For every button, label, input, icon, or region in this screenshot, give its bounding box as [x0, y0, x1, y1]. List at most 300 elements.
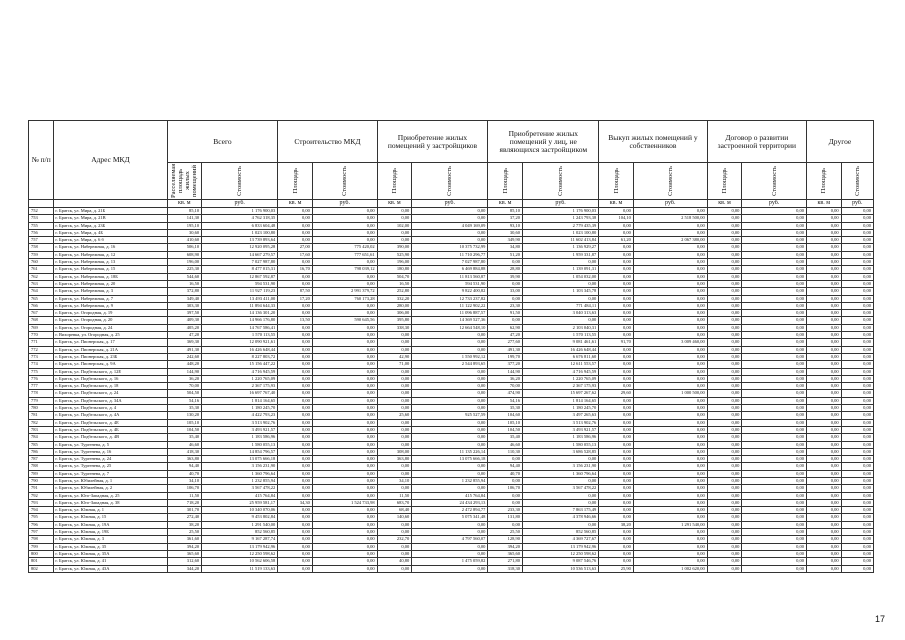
- cost-cell: 0,00: [742, 426, 807, 433]
- row-address: г. Братск, ул. Мира, д. 6 б: [54, 237, 167, 244]
- cost-cell: 11 813 560,87: [412, 273, 488, 280]
- cost-cell: 7 027 987,80: [412, 259, 488, 266]
- table-row: [29, 477, 874, 484]
- area-cell: 0,00: [278, 397, 313, 404]
- area-cell: 0,00: [377, 441, 412, 448]
- area-cell: 17,20: [278, 295, 313, 302]
- table-row: [29, 521, 874, 528]
- area-cell: 0,00: [806, 339, 841, 346]
- area-cell: 0,00: [278, 470, 313, 477]
- area-cell: 0,00: [278, 507, 313, 514]
- row-number: 774: [29, 361, 54, 368]
- area-cell: 448,20: [167, 361, 202, 368]
- cost-cell: 0,00: [841, 368, 873, 375]
- area-cell: 0,00: [707, 310, 742, 317]
- area-cell: 13,50: [278, 317, 313, 324]
- area-cell: 0,00: [806, 492, 841, 499]
- row-number: 791: [29, 485, 54, 492]
- cost-cell: 13 739 893,64: [202, 237, 278, 244]
- cost-cell: 12 250 598,62: [202, 550, 278, 557]
- area-cell: 0,00: [278, 485, 313, 492]
- row-address: г. Братск, ул. Южная, д. 41: [54, 558, 167, 565]
- row-address: г. Братск, ул. Подбельского, д. 4А: [54, 412, 167, 419]
- cost-cell: 3 513 902,76: [202, 419, 278, 426]
- cost-cell: 594 531,90: [202, 280, 278, 287]
- cost-cell: 16 697 767,40: [202, 390, 278, 397]
- area-cell: 39,90: [488, 273, 523, 280]
- row-number: 771: [29, 339, 54, 346]
- area-cell: 344,20: [167, 565, 202, 572]
- cost-cell: 0,00: [742, 463, 807, 470]
- area-cell: 491,30: [488, 346, 523, 353]
- area-cell: 306,00: [377, 310, 412, 317]
- cost-cell: 0,00: [633, 448, 707, 455]
- area-cell: 0,00: [707, 558, 742, 565]
- table-row: [29, 332, 874, 339]
- cost-cell: 0,00: [412, 463, 488, 470]
- area-cell: 0,00: [599, 251, 634, 258]
- area-cell: 0,00: [806, 419, 841, 426]
- area-cell: 104,50: [488, 426, 523, 433]
- row-number: 790: [29, 477, 54, 484]
- area-cell: 0,00: [806, 390, 841, 397]
- cost-cell: 0,00: [312, 485, 377, 492]
- cost-cell: 0,00: [633, 375, 707, 382]
- cost-cell: 0,00: [841, 397, 873, 404]
- area-cell: 70,00: [167, 383, 202, 390]
- cost-cell: 1 023 100,80: [523, 229, 599, 236]
- row-number: 793: [29, 499, 54, 506]
- area-cell: 0,00: [707, 550, 742, 557]
- cost-cell: 12 920 095,28: [202, 244, 278, 251]
- cost-cell: 0,00: [312, 507, 377, 514]
- row-number: 761: [29, 266, 54, 273]
- area-cell: 0,00: [278, 259, 313, 266]
- area-cell: 0,00: [599, 463, 634, 470]
- cost-cell: 0,00: [412, 550, 488, 557]
- area-cell: 94,40: [167, 463, 202, 470]
- cost-cell: 0,00: [633, 368, 707, 375]
- area-cell: 30,60: [167, 229, 202, 236]
- area-cell: 0,00: [707, 317, 742, 324]
- cost-cell: 0,00: [633, 456, 707, 463]
- row-number: 767: [29, 310, 54, 317]
- table-row: [29, 383, 874, 390]
- row-number: 768: [29, 317, 54, 324]
- area-cell: 105,10: [488, 419, 523, 426]
- cost-cell: 0,00: [841, 412, 873, 419]
- area-cell: 0,00: [377, 332, 412, 339]
- cost-cell: 2 367 175,93: [202, 383, 278, 390]
- cost-cell: 14 767 586,41: [202, 324, 278, 331]
- cost-cell: 3 009 460,00: [633, 339, 707, 346]
- area-cell: 68,40: [377, 507, 412, 514]
- area-cell: 51,20: [488, 251, 523, 258]
- cost-cell: 0,00: [742, 536, 807, 543]
- cost-cell: 0,00: [742, 361, 807, 368]
- area-cell: 0,00: [707, 324, 742, 331]
- cost-cell: 0,00: [742, 434, 807, 441]
- area-cell: 0,00: [599, 550, 634, 557]
- table-row: [29, 390, 874, 397]
- cost-cell: 16 426 648,44: [523, 346, 599, 353]
- cost-cell: 0,00: [841, 237, 873, 244]
- cost-cell: 0,00: [742, 288, 807, 295]
- cost-cell: 0,00: [841, 383, 873, 390]
- cost-cell: 0,00: [312, 470, 377, 477]
- cost-cell: 0,00: [841, 244, 873, 251]
- row-number: 772: [29, 346, 54, 353]
- cost-cell: 0,00: [742, 324, 807, 331]
- area-cell: 0,00: [707, 434, 742, 441]
- area-cell: 0,00: [806, 477, 841, 484]
- area-cell: 0,00: [806, 550, 841, 557]
- area-cell: 318,30: [488, 565, 523, 572]
- cost-cell: 6 469 884,88: [412, 266, 488, 273]
- area-cell: 16,50: [167, 280, 202, 287]
- cost-cell: 0,00: [633, 507, 707, 514]
- area-cell: 0,00: [806, 412, 841, 419]
- area-cell: 363,80: [377, 456, 412, 463]
- cost-cell: 1 475 059,82: [412, 558, 488, 565]
- cost-cell: 594 531,90: [412, 280, 488, 287]
- area-cell: 0,00: [707, 536, 742, 543]
- area-cell: 34,10: [377, 477, 412, 484]
- cost-cell: 0,00: [633, 383, 707, 390]
- subheader-cost: Стоимость: [841, 163, 873, 200]
- area-cell: 0,00: [707, 390, 742, 397]
- area-cell: 27,00: [278, 244, 313, 251]
- cost-cell: 4 716 945,59: [523, 368, 599, 375]
- cost-cell: 0,00: [742, 259, 807, 266]
- area-cell: 0,00: [377, 368, 412, 375]
- header-group-developers: Приобретение жилых помещений у застройщиков: [377, 121, 488, 163]
- cost-cell: 0,00: [742, 456, 807, 463]
- cost-cell: 0,00: [742, 368, 807, 375]
- area-cell: 0,00: [377, 419, 412, 426]
- cost-cell: 10 375 732,99: [412, 244, 488, 251]
- area-cell: 141,30: [167, 215, 202, 222]
- cost-cell: 0,00: [633, 477, 707, 484]
- cost-cell: 12 867 592,87: [202, 273, 278, 280]
- area-cell: 0,00: [278, 390, 313, 397]
- cost-cell: 0,00: [412, 208, 488, 215]
- cost-cell: 0,00: [742, 419, 807, 426]
- row-number: 760: [29, 259, 54, 266]
- area-cell: 47,20: [167, 332, 202, 339]
- cost-cell: 0,00: [841, 565, 873, 572]
- area-cell: 252,80: [377, 288, 412, 295]
- area-cell: 0,00: [278, 324, 313, 331]
- area-cell: 0,00: [707, 332, 742, 339]
- cost-cell: 0,00: [412, 441, 488, 448]
- cost-cell: 1 580 055,13: [523, 441, 599, 448]
- area-cell: 0,00: [599, 412, 634, 419]
- cost-cell: 0,00: [412, 419, 488, 426]
- table-row: [29, 215, 874, 222]
- cost-cell: 0,00: [633, 412, 707, 419]
- area-cell: 37,20: [488, 215, 523, 222]
- cost-cell: 0,00: [841, 477, 873, 484]
- cost-cell: 0,00: [312, 405, 377, 412]
- area-cell: 0,00: [599, 536, 634, 543]
- cost-cell: 0,00: [312, 426, 377, 433]
- unit-rub: руб.: [202, 200, 278, 208]
- area-cell: 35,30: [488, 405, 523, 412]
- row-number: 781: [29, 412, 54, 419]
- area-cell: 25,50: [488, 529, 523, 536]
- row-address: г. Братск, ул. Юго-Западная, д. 25: [54, 492, 167, 499]
- area-cell: 0,00: [377, 237, 412, 244]
- area-cell: 504,70: [377, 273, 412, 280]
- area-cell: 102,00: [377, 222, 412, 229]
- cost-cell: 0,00: [312, 222, 377, 229]
- area-cell: 0,00: [806, 237, 841, 244]
- cost-cell: 0,00: [633, 346, 707, 353]
- table-row: [29, 288, 874, 295]
- unit-area: кв. м: [167, 200, 202, 208]
- table-row: [29, 251, 874, 258]
- cost-cell: 0,00: [312, 456, 377, 463]
- cost-cell: 6 676 811,60: [523, 353, 599, 360]
- cost-cell: 16 426 648,44: [202, 346, 278, 353]
- row-number: 758: [29, 244, 54, 251]
- area-cell: 0,00: [278, 441, 313, 448]
- row-address: г. Братск, ул. Тургенева, д. 24: [54, 456, 167, 463]
- area-cell: 0,00: [488, 492, 523, 499]
- area-cell: 195,10: [167, 222, 202, 229]
- cost-cell: 1 814 164,65: [523, 397, 599, 404]
- area-cell: 0,00: [377, 434, 412, 441]
- cost-cell: 4 049 169,09: [412, 222, 488, 229]
- area-cell: 0,00: [806, 222, 841, 229]
- area-cell: 0,00: [599, 375, 634, 382]
- row-address: г. Братск, ул. Набережная, д. 9: [54, 302, 167, 309]
- area-cell: 301,70: [167, 507, 202, 514]
- area-cell: 0,00: [707, 499, 742, 506]
- cost-cell: 1 183 586,96: [202, 434, 278, 441]
- area-cell: 0,00: [278, 215, 313, 222]
- area-cell: 0,00: [377, 550, 412, 557]
- area-cell: 0,00: [806, 405, 841, 412]
- cost-cell: 13 075 666,18: [202, 456, 278, 463]
- cost-cell: 0,00: [841, 375, 873, 382]
- cost-cell: 852 560,85: [523, 529, 599, 536]
- cost-cell: 3 497 265,63: [523, 412, 599, 419]
- cost-cell: 0,00: [312, 273, 377, 280]
- cost-cell: 0,00: [633, 470, 707, 477]
- area-cell: 87,50: [278, 288, 313, 295]
- area-cell: 0,00: [599, 244, 634, 251]
- area-cell: 0,00: [599, 229, 634, 236]
- cost-cell: 925 527,59: [412, 412, 488, 419]
- cost-cell: 0,00: [412, 521, 488, 528]
- row-number: 795: [29, 514, 54, 521]
- area-cell: 0,00: [707, 229, 742, 236]
- cost-cell: 0,00: [633, 361, 707, 368]
- cost-cell: 2 544 893,65: [412, 361, 488, 368]
- cost-cell: 0,00: [633, 492, 707, 499]
- page-number: 17: [874, 614, 885, 624]
- area-cell: 338,30: [377, 324, 412, 331]
- unit-rub: руб.: [523, 200, 599, 208]
- cost-cell: 0,00: [312, 448, 377, 455]
- cost-cell: 0,00: [312, 310, 377, 317]
- area-cell: 0,00: [278, 353, 313, 360]
- area-cell: 0,00: [707, 470, 742, 477]
- area-cell: 0,00: [278, 310, 313, 317]
- area-cell: 0,00: [707, 273, 742, 280]
- area-cell: 40,70: [167, 470, 202, 477]
- area-cell: 0,00: [599, 448, 634, 455]
- area-cell: 0,00: [278, 448, 313, 455]
- area-cell: 0,00: [599, 405, 634, 412]
- cost-cell: 9 081 461,61: [523, 339, 599, 346]
- cost-cell: 0,00: [841, 324, 873, 331]
- area-cell: 0,00: [707, 405, 742, 412]
- cost-cell: 0,00: [633, 529, 707, 536]
- area-cell: 196,00: [377, 259, 412, 266]
- table-row: [29, 375, 874, 382]
- area-cell: 0,00: [278, 550, 313, 557]
- cost-cell: 0,00: [841, 390, 873, 397]
- area-cell: 16,70: [278, 266, 313, 273]
- area-cell: 130,20: [167, 412, 202, 419]
- area-cell: 0,00: [806, 558, 841, 565]
- area-cell: 0,00: [707, 441, 742, 448]
- table-row: [29, 237, 874, 244]
- cost-cell: 0,00: [742, 448, 807, 455]
- area-cell: 0,00: [707, 375, 742, 382]
- cost-cell: 1 959 331,87: [523, 251, 599, 258]
- area-cell: 91,70: [599, 339, 634, 346]
- area-cell: 0,00: [707, 280, 742, 287]
- cost-cell: 0,00: [412, 485, 488, 492]
- header-group-buyout: Выкуп жилых помещений у собственников: [599, 121, 707, 163]
- area-cell: 0,00: [707, 412, 742, 419]
- area-cell: 46,60: [488, 441, 523, 448]
- cost-cell: 12 090 921,61: [202, 339, 278, 346]
- cost-cell: 0,00: [742, 208, 807, 215]
- area-cell: 35,40: [167, 434, 202, 441]
- cost-cell: 0,00: [633, 499, 707, 506]
- cost-cell: 1 000 500,00: [633, 390, 707, 397]
- cost-cell: 0,00: [633, 208, 707, 215]
- cost-cell: 12 664 548,10: [412, 324, 488, 331]
- cost-cell: 0,00: [633, 266, 707, 273]
- cost-cell: 0,00: [841, 251, 873, 258]
- area-cell: 33,00: [488, 288, 523, 295]
- area-cell: 38,20: [599, 521, 634, 528]
- row-address: г. Братск, ул. Тургенева, д. 5: [54, 441, 167, 448]
- area-cell: 0,00: [806, 353, 841, 360]
- cost-cell: 0,00: [312, 368, 377, 375]
- area-cell: 25,90: [599, 565, 634, 572]
- cost-cell: 0,00: [312, 302, 377, 309]
- cost-cell: 0,00: [312, 441, 377, 448]
- table-row: [29, 259, 874, 266]
- area-cell: 0,00: [806, 317, 841, 324]
- cost-cell: 0,00: [841, 441, 873, 448]
- cost-cell: 0,00: [742, 339, 807, 346]
- area-cell: 85,10: [488, 208, 523, 215]
- cost-cell: 7 863 175,49: [523, 507, 599, 514]
- cost-cell: 0,00: [841, 346, 873, 353]
- table-row: [29, 507, 874, 514]
- cost-cell: 0,00: [742, 215, 807, 222]
- area-cell: 0,00: [707, 485, 742, 492]
- header-group-other: Другое: [806, 121, 873, 163]
- unit-area: кв. м: [806, 200, 841, 208]
- cost-cell: 0,00: [742, 244, 807, 251]
- cost-cell: 15 697 267,62: [523, 390, 599, 397]
- row-number: 799: [29, 543, 54, 550]
- area-cell: 0,00: [599, 310, 634, 317]
- cost-cell: 0,00: [633, 514, 707, 521]
- cost-cell: 0,00: [523, 456, 599, 463]
- area-cell: 0,00: [707, 368, 742, 375]
- subheader-area: Площадь: [707, 163, 742, 200]
- area-cell: 0,00: [806, 259, 841, 266]
- area-cell: 0,00: [599, 543, 634, 550]
- cost-cell: 0,00: [742, 507, 807, 514]
- cost-cell: 0,00: [841, 280, 873, 287]
- cost-cell: 0,00: [412, 405, 488, 412]
- table-row: [29, 419, 874, 426]
- area-cell: 0,00: [806, 383, 841, 390]
- cost-cell: 0,00: [742, 477, 807, 484]
- cost-cell: 0,00: [412, 434, 488, 441]
- cost-cell: 10 562 606,58: [202, 558, 278, 565]
- area-cell: 0,00: [488, 295, 523, 302]
- cost-cell: 0,00: [412, 346, 488, 353]
- cost-cell: 11 519 133,63: [202, 565, 278, 572]
- table-body: [29, 208, 874, 573]
- row-address: г. Братск, ул. Южная, д. 1: [54, 507, 167, 514]
- row-address: г. Братск, ул. Подбельского, д. 18: [54, 383, 167, 390]
- cost-cell: 0,00: [841, 426, 873, 433]
- area-cell: 410,60: [167, 237, 202, 244]
- cost-cell: 9 822 400,82: [412, 288, 488, 295]
- area-cell: 61,20: [599, 237, 634, 244]
- area-cell: 0,00: [278, 346, 313, 353]
- table-row: [29, 208, 874, 215]
- cost-cell: 1 136 929,27: [523, 244, 599, 251]
- area-cell: 0,00: [278, 492, 313, 499]
- cost-cell: 13 179 942,96: [202, 543, 278, 550]
- cost-cell: 0,00: [633, 485, 707, 492]
- cost-cell: 0,00: [633, 397, 707, 404]
- cost-cell: 0,00: [841, 215, 873, 222]
- row-number: 797: [29, 529, 54, 536]
- area-cell: 0,00: [806, 229, 841, 236]
- area-cell: 365,60: [167, 550, 202, 557]
- cost-cell: 4 378 946,66: [523, 514, 599, 521]
- cost-cell: 0,00: [742, 412, 807, 419]
- area-cell: 0,00: [707, 353, 742, 360]
- area-cell: 11,50: [167, 492, 202, 499]
- area-cell: 0,00: [599, 507, 634, 514]
- cost-cell: 3 040 313,63: [523, 310, 599, 317]
- area-cell: 34,80: [488, 244, 523, 251]
- cost-cell: 0,00: [633, 543, 707, 550]
- area-cell: 312,60: [167, 558, 202, 565]
- unit-area: кв. м: [278, 200, 313, 208]
- cost-cell: 11 927 119,23: [202, 288, 278, 295]
- area-cell: 25,60: [377, 412, 412, 419]
- area-cell: 0,00: [806, 426, 841, 433]
- area-cell: 394,20: [167, 543, 202, 550]
